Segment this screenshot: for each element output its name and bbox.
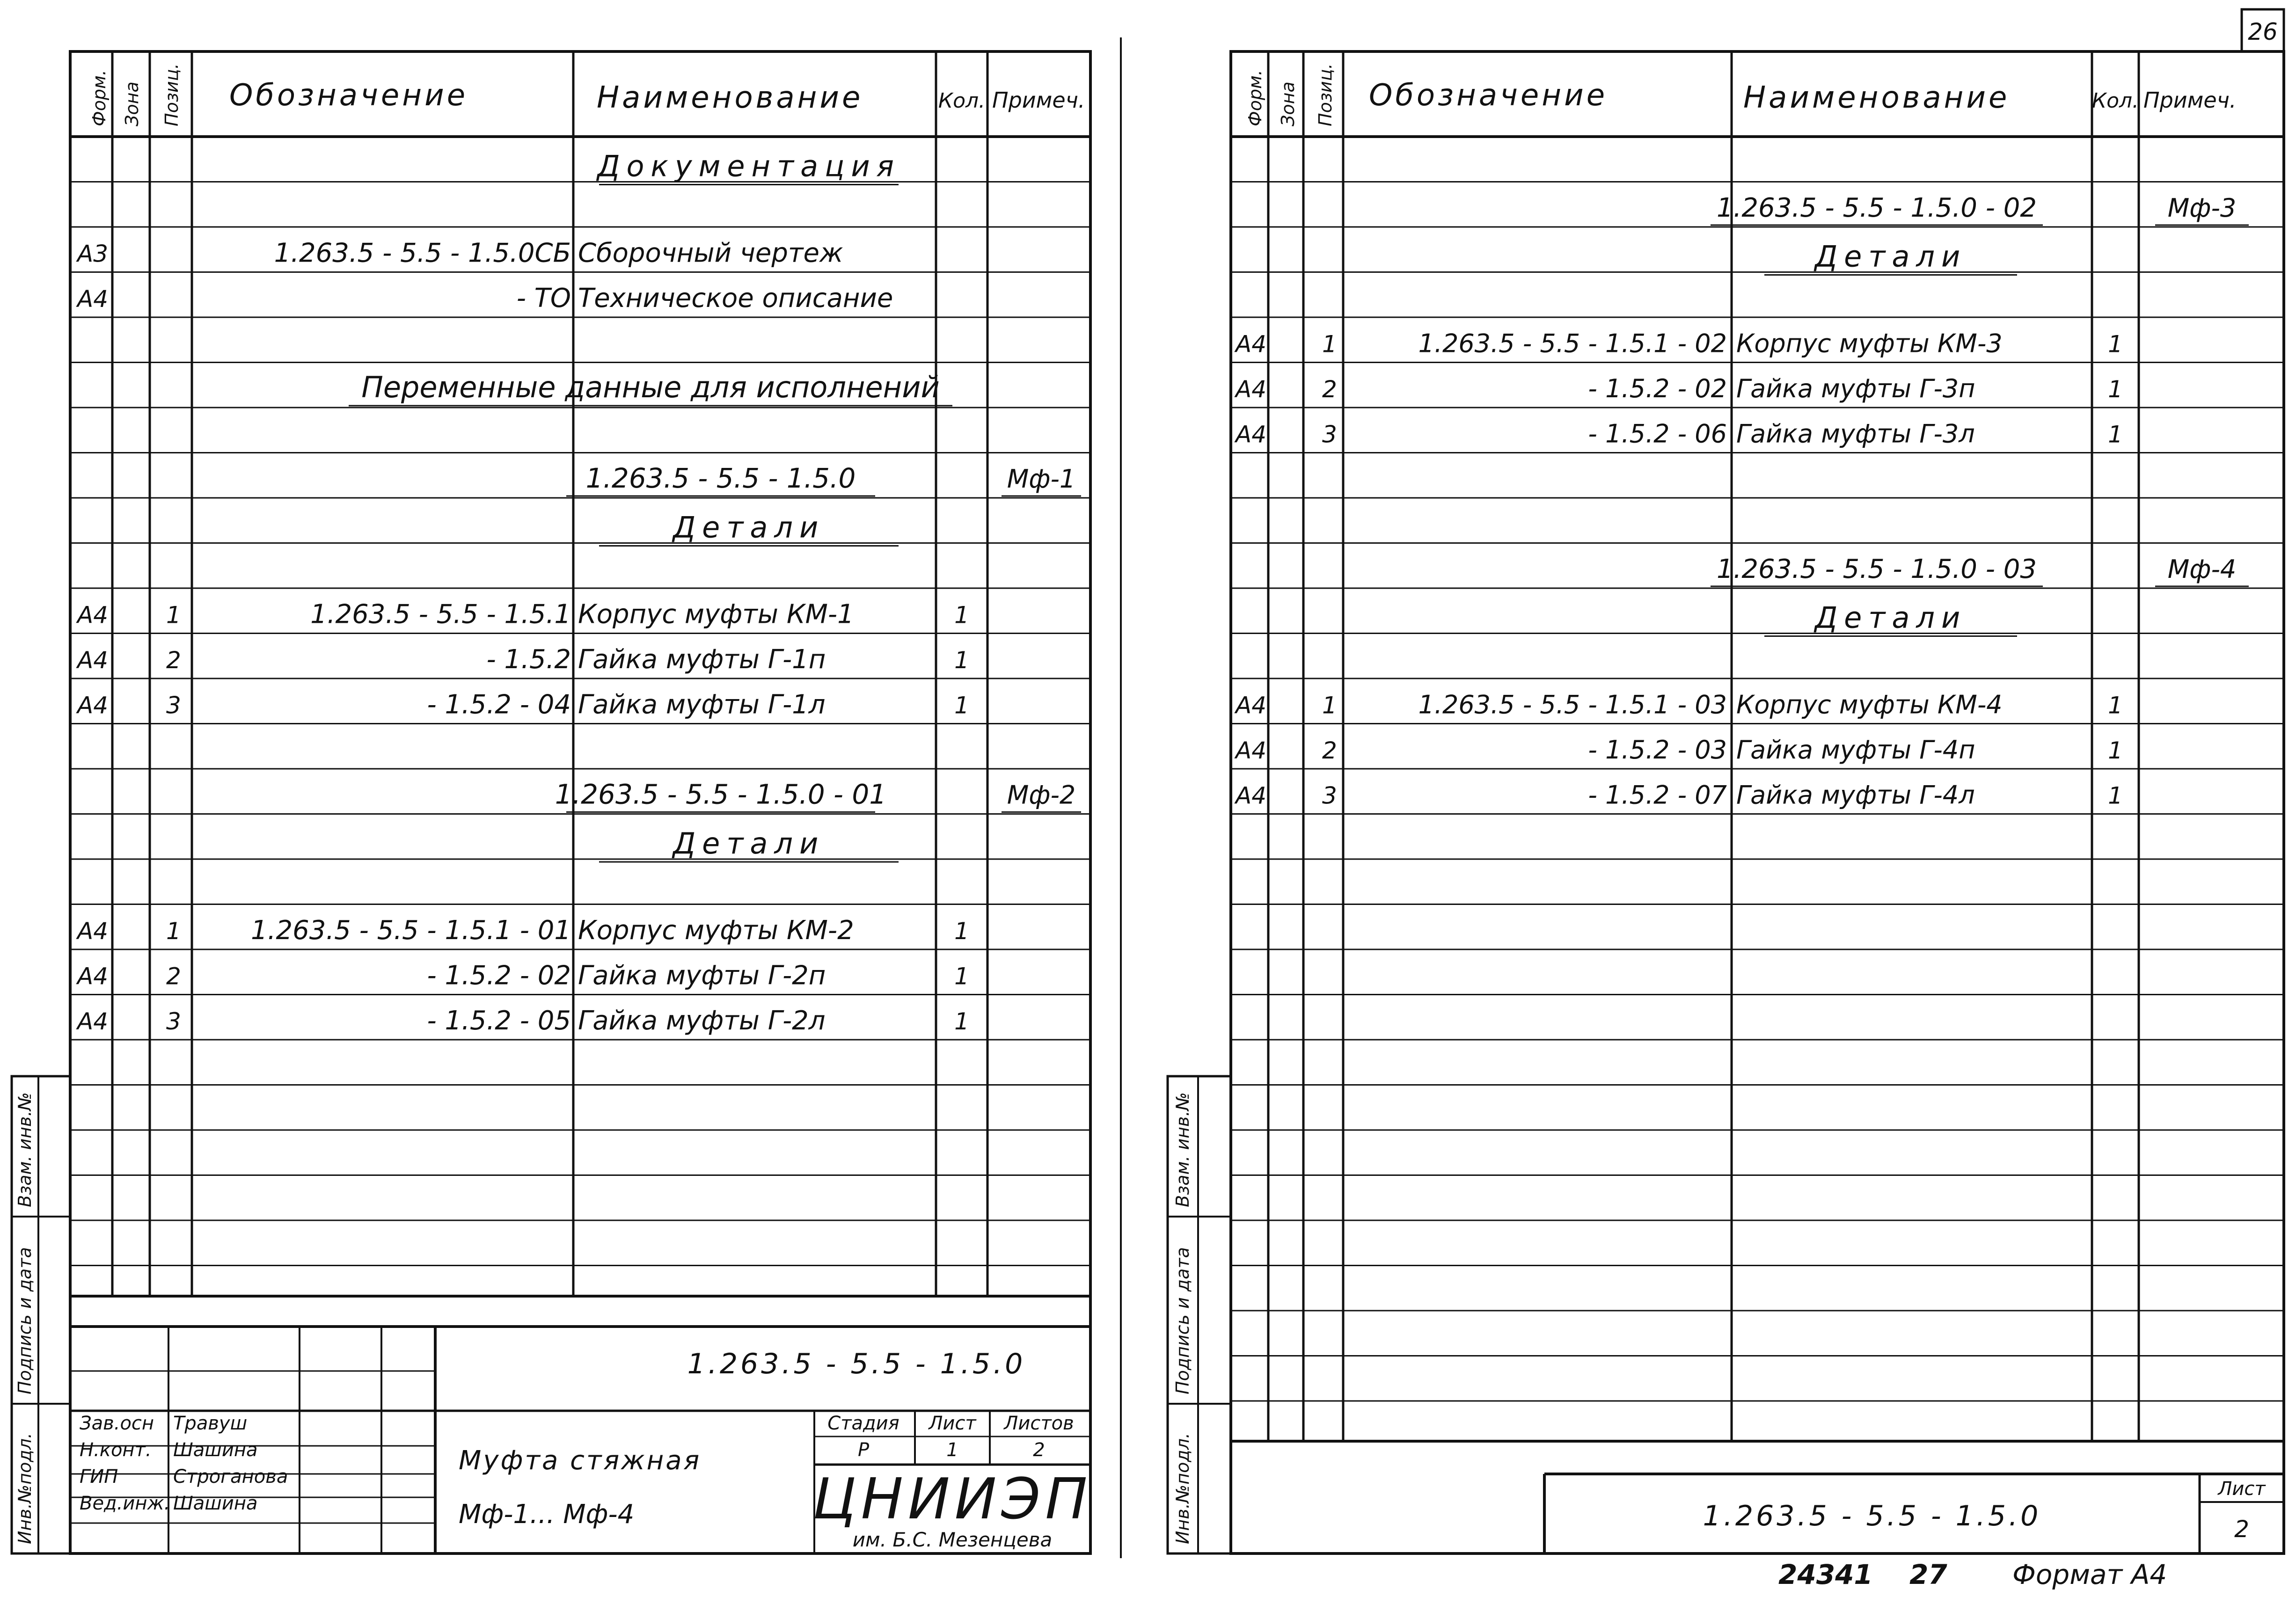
header-designation: Обозначение bbox=[1369, 78, 1608, 113]
header-name: Наименование bbox=[597, 80, 863, 115]
document-code: 1.263.5 - 5.5 - 1.5.0 bbox=[687, 1348, 1026, 1380]
product-variants: Мф-1... Мф-4 bbox=[459, 1499, 635, 1530]
designation-cell: 1.263.5 - 5.5 - 1.5.1 - 02 bbox=[1418, 328, 1727, 358]
designation-cell: - 1.5.2 - 04 bbox=[427, 689, 571, 720]
signature-role: ГИП bbox=[80, 1466, 118, 1488]
signature-role: Н.конт. bbox=[80, 1439, 152, 1461]
note-cell: Мф-4 bbox=[2167, 554, 2237, 584]
header-pos: Позиц. bbox=[161, 63, 182, 126]
position-cell: 3 bbox=[166, 1008, 181, 1035]
format-cell: А4 bbox=[77, 692, 109, 719]
qty-cell: 1 bbox=[2108, 692, 2123, 719]
position-cell: 2 bbox=[166, 963, 181, 990]
name-cell: Корпус муфты КМ-4 bbox=[1736, 690, 2003, 720]
qty-cell: 1 bbox=[954, 647, 969, 674]
designation-cell: - 1.5.2 - 02 bbox=[1588, 374, 1727, 403]
format-cell: А4 bbox=[1236, 737, 1267, 764]
name-cell: Корпус муфты КМ-2 bbox=[578, 915, 854, 946]
sheet-value: 2 bbox=[2234, 1516, 2249, 1543]
qty-cell: 1 bbox=[954, 692, 969, 719]
note-cell: Мф-3 bbox=[2167, 193, 2237, 223]
section-heading: Детали bbox=[673, 826, 825, 860]
header-format: Форм. bbox=[89, 70, 110, 126]
designation-cell: 1.263.5 - 5.5 - 1.5.1 - 01 bbox=[251, 915, 571, 946]
name-cell: Сборочный чертеж bbox=[578, 238, 843, 269]
designation-cell: - ТО bbox=[516, 283, 571, 314]
name-cell: Гайка муфты Г-3п bbox=[1736, 374, 1975, 403]
designation-cell: - 1.5.2 - 07 bbox=[1588, 780, 1727, 810]
sheets-value: 2 bbox=[1033, 1439, 1045, 1461]
sheet-label: Лист bbox=[929, 1413, 976, 1434]
format-cell: А4 bbox=[1236, 330, 1267, 358]
position-cell: 2 bbox=[1322, 737, 1337, 764]
variant-designation: 1.263.5 - 5.5 - 1.5.0 - 03 bbox=[1717, 554, 2037, 584]
document-code: 1.263.5 - 5.5 - 1.5.0 bbox=[1703, 1500, 2041, 1532]
replacement-label: Взам. инв.№ bbox=[15, 1092, 35, 1207]
format-cell: А4 bbox=[77, 647, 109, 674]
position-cell: 1 bbox=[166, 918, 181, 945]
signature-name: Строганова bbox=[173, 1466, 288, 1488]
position-cell: 1 bbox=[166, 601, 181, 629]
name-cell: Гайка муфты Г-4л bbox=[1736, 780, 1975, 810]
name-cell: Гайка муфты Г-1л bbox=[578, 689, 826, 720]
signature-name: Шашина bbox=[173, 1439, 258, 1461]
format-cell: А4 bbox=[77, 1008, 109, 1035]
designation-cell: - 1.5.2 - 02 bbox=[427, 960, 571, 991]
position-cell: 2 bbox=[166, 647, 181, 674]
format-cell: А4 bbox=[77, 918, 109, 945]
format-cell: А4 bbox=[1236, 376, 1267, 403]
stage-value: Р bbox=[857, 1439, 870, 1461]
designation-cell: 1.263.5 - 5.5 - 1.5.0СБ bbox=[274, 238, 571, 269]
name-cell: Гайка муфты Г-2п bbox=[578, 960, 826, 991]
format-cell: А4 bbox=[77, 963, 109, 990]
page-number: 27 bbox=[1909, 1559, 1947, 1590]
inventory-label: Инв.№подл. bbox=[15, 1432, 35, 1544]
qty-cell: 1 bbox=[2108, 421, 2123, 448]
qty-cell: 1 bbox=[954, 963, 969, 990]
name-cell: Гайка муфты Г-4п bbox=[1736, 735, 1975, 765]
position-cell: 3 bbox=[1322, 782, 1337, 809]
signature-name: Травуш bbox=[173, 1413, 248, 1434]
header-designation: Обозначение bbox=[229, 78, 468, 113]
format-cell: А4 bbox=[1236, 421, 1267, 448]
position-cell: 1 bbox=[1322, 692, 1337, 719]
position-cell: 3 bbox=[166, 692, 181, 719]
note-cell: Мф-2 bbox=[1007, 780, 1076, 810]
qty-cell: 1 bbox=[2108, 330, 2123, 358]
position-cell: 2 bbox=[1322, 376, 1337, 403]
header-name: Наименование bbox=[1743, 80, 2010, 115]
sheet-number: 26 bbox=[2248, 18, 2278, 45]
designation-cell: - 1.5.2 - 06 bbox=[1588, 419, 1727, 449]
header-note: Примеч. bbox=[992, 88, 1085, 113]
archive-number: 24341 bbox=[1778, 1559, 1873, 1590]
designation-cell: - 1.5.2 bbox=[486, 644, 571, 675]
designation-cell: - 1.5.2 - 03 bbox=[1588, 735, 1727, 765]
qty-cell: 1 bbox=[954, 918, 969, 945]
section-heading: Детали bbox=[673, 510, 825, 545]
signature-role: Зав.осн bbox=[80, 1413, 154, 1434]
signature-date-label: Подпись и дата bbox=[15, 1247, 35, 1394]
format-cell: А4 bbox=[77, 601, 109, 629]
name-cell: Гайка муфты Г-3л bbox=[1736, 419, 1975, 449]
variant-designation: 1.263.5 - 5.5 - 1.5.0 - 01 bbox=[555, 778, 887, 810]
signature-role: Вед.инж. bbox=[80, 1493, 170, 1514]
qty-cell: 1 bbox=[2108, 376, 2123, 403]
section-heading: Документация bbox=[597, 149, 900, 183]
designation-cell: 1.263.5 - 5.5 - 1.5.1 bbox=[310, 599, 571, 630]
name-cell: Техническое описание bbox=[578, 283, 893, 314]
section-heading: Детали bbox=[1814, 600, 1967, 635]
inventory-label: Инв.№подл. bbox=[1172, 1432, 1193, 1544]
format-cell: А3 bbox=[77, 240, 109, 268]
section-heading: Переменные данные для исполнений bbox=[361, 370, 940, 404]
organization-logo: ЦНИИЭП bbox=[812, 1467, 1092, 1532]
header-format: Форм. bbox=[1245, 70, 1265, 126]
header-pos: Позиц. bbox=[1315, 63, 1336, 126]
qty-cell: 1 bbox=[2108, 782, 2123, 809]
format-cell: А4 bbox=[77, 285, 109, 313]
product-title: Муфта стяжная bbox=[459, 1445, 702, 1476]
designation-cell: 1.263.5 - 5.5 - 1.5.1 - 03 bbox=[1418, 690, 1727, 720]
qty-cell: 1 bbox=[954, 601, 969, 629]
format-label: Формат А4 bbox=[2012, 1559, 2167, 1590]
name-cell: Корпус муфты КМ-3 bbox=[1736, 328, 2003, 358]
section-heading: Детали bbox=[1814, 239, 1967, 274]
sheets-label: Листов bbox=[1004, 1413, 1074, 1434]
position-cell: 3 bbox=[1322, 421, 1337, 448]
variant-designation: 1.263.5 - 5.5 - 1.5.0 - 02 bbox=[1717, 193, 2037, 223]
sheet-label: Лист bbox=[2218, 1478, 2266, 1500]
signature-date-label: Подпись и дата bbox=[1172, 1247, 1193, 1394]
header-qty: Кол. bbox=[2091, 89, 2139, 113]
header-zone: Зона bbox=[1278, 81, 1298, 126]
sheet-value: 1 bbox=[946, 1439, 958, 1461]
designation-cell: - 1.5.2 - 05 bbox=[427, 1006, 571, 1036]
name-cell: Гайка муфты Г-1п bbox=[578, 644, 826, 675]
position-cell: 1 bbox=[1322, 330, 1337, 358]
variant-designation: 1.263.5 - 5.5 - 1.5.0 bbox=[585, 462, 856, 494]
qty-cell: 1 bbox=[954, 1008, 969, 1035]
name-cell: Гайка муфты Г-2л bbox=[578, 1006, 826, 1036]
header-zone: Зона bbox=[122, 81, 142, 126]
note-cell: Мф-1 bbox=[1007, 464, 1076, 494]
stage-label: Стадия bbox=[827, 1413, 899, 1434]
header-qty: Кол. bbox=[938, 89, 986, 113]
format-cell: А4 bbox=[1236, 782, 1267, 809]
organization-subtitle: им. Б.С. Мезенцева bbox=[852, 1528, 1053, 1551]
qty-cell: 1 bbox=[2108, 737, 2123, 764]
signature-name: Шашина bbox=[173, 1493, 258, 1514]
name-cell: Корпус муфты КМ-1 bbox=[578, 599, 854, 630]
format-cell: А4 bbox=[1236, 692, 1267, 719]
header-note: Примеч. bbox=[2143, 88, 2237, 113]
replacement-label: Взам. инв.№ bbox=[1172, 1092, 1193, 1207]
